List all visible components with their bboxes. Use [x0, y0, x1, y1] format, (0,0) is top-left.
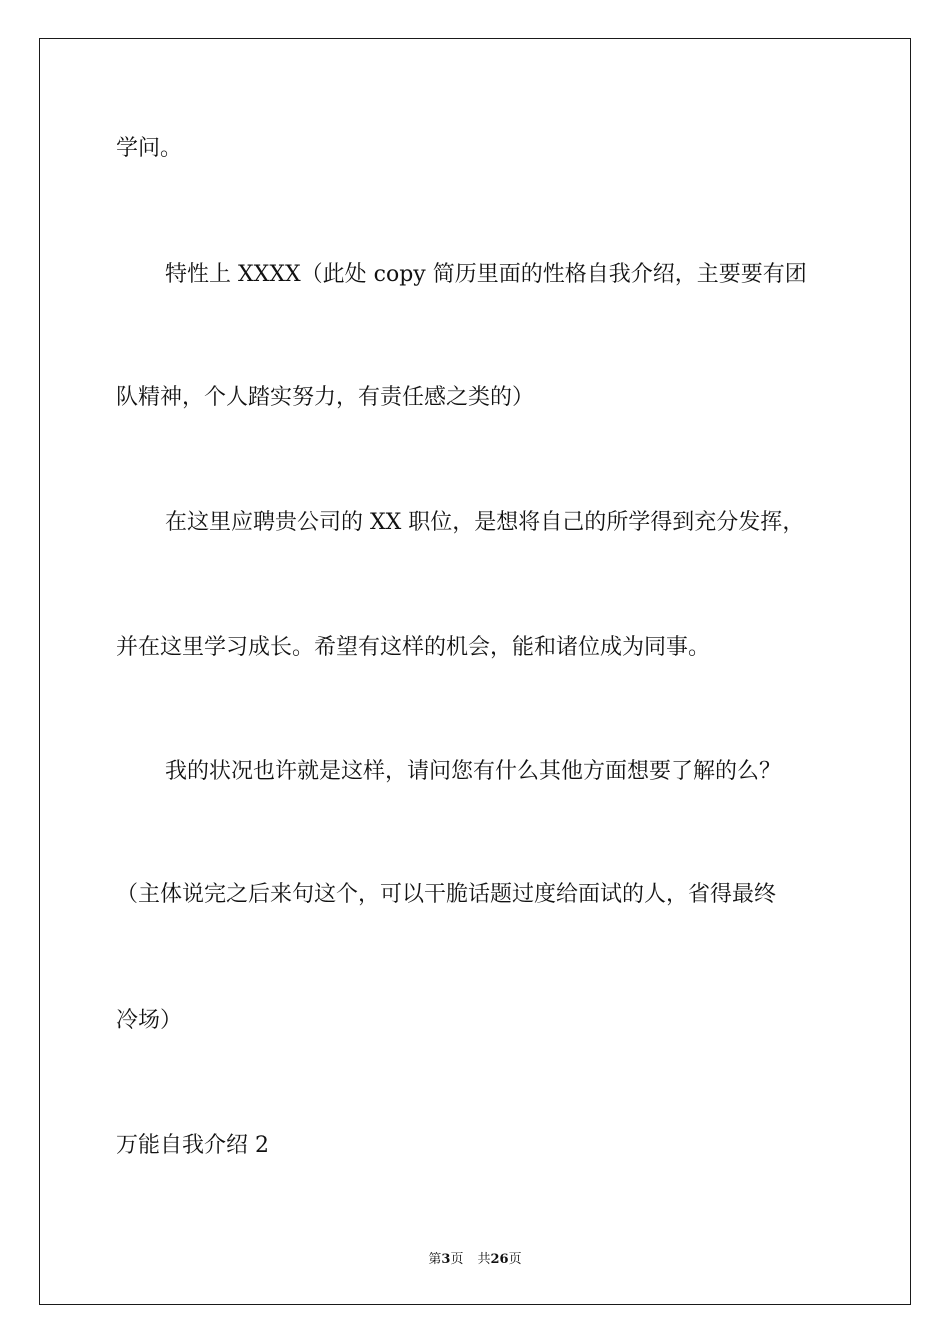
paragraph-line-4: 在这里应聘贵公司的 XX 职位，是想将自己的所学得到充分发挥，: [165, 510, 805, 535]
page-footer: [0, 1248, 950, 1267]
footer-page-prefix: 第: [428, 1252, 442, 1267]
footer-total-number: 26: [490, 1252, 509, 1267]
paragraph-line-2: 特性上 XXXX（此处 copy 简历里面的性格自我介绍，主要要有团: [165, 262, 807, 287]
paragraph-line-3: 队精神，个人踏实努力，有责任感之类的）: [116, 385, 535, 410]
paragraph-line-7: （主体说完之后来句这个，可以干脆话题过度给面试的人，省得最终: [116, 882, 777, 907]
page-frame: [39, 38, 911, 1305]
paragraph-line-5: 并在这里学习成长。希望有这样的机会，能和诸位成为同事。: [116, 635, 711, 660]
footer-page-number: 3: [441, 1252, 451, 1267]
paragraph-line-6: 我的状况也许就是这样，请问您有什么其他方面想要了解的么？: [165, 759, 782, 784]
paragraph-line-8: 冷场）: [116, 1008, 183, 1033]
footer-total-prefix: 共: [477, 1252, 491, 1267]
paragraph-line-1: 学问。: [116, 136, 183, 161]
footer-total-suffix: 页: [508, 1252, 522, 1267]
section-heading: 万能自我介绍 2: [116, 1133, 269, 1158]
footer-page-suffix: 页: [450, 1252, 464, 1267]
